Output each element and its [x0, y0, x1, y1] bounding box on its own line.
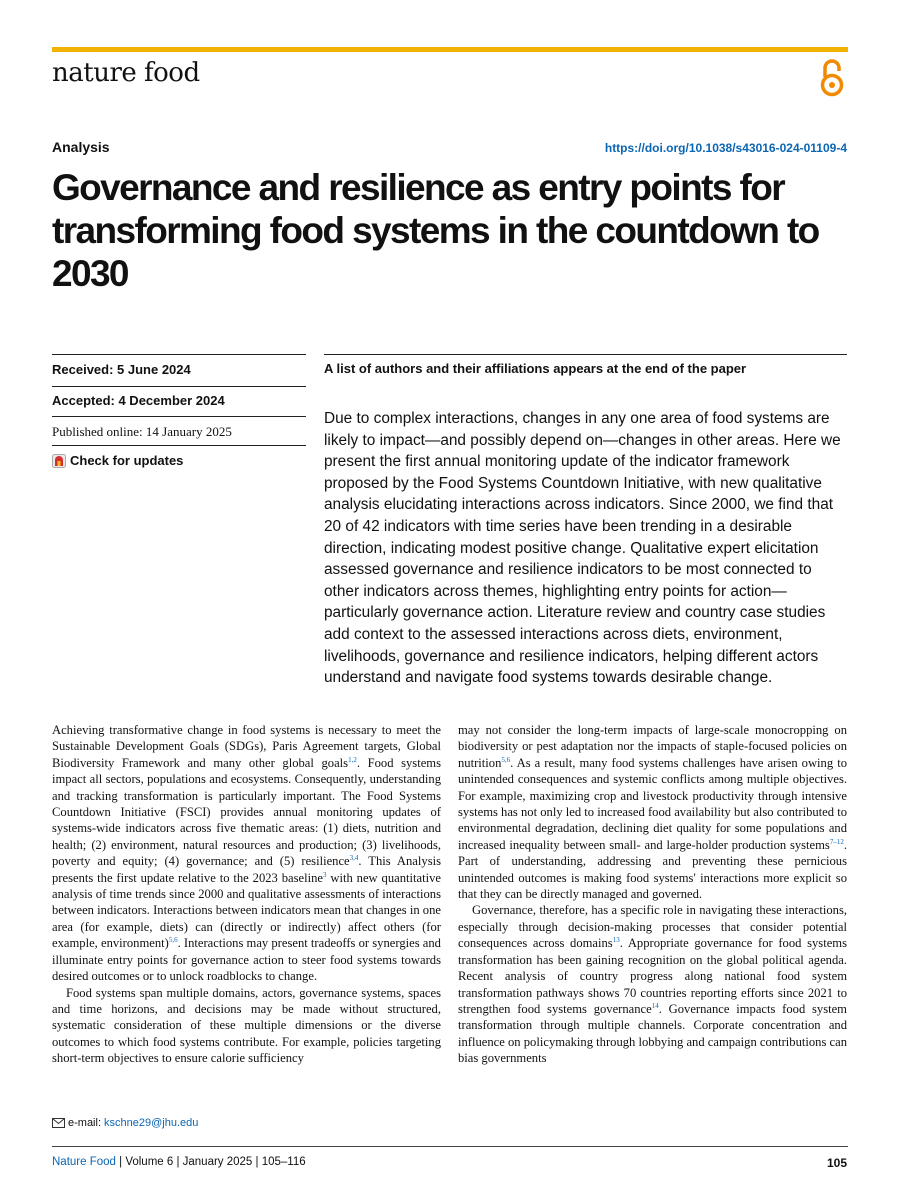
divider [52, 386, 306, 387]
divider [52, 354, 306, 355]
footer-divider [52, 1146, 848, 1147]
footer-volume: | Volume 6 | January 2025 | 105–116 [115, 1156, 306, 1168]
citation-ref[interactable]: 14 [651, 1001, 659, 1010]
contact-email [52, 1117, 198, 1129]
journal-accent-bar [52, 47, 848, 52]
journal-name[interactable]: nature food [52, 58, 200, 88]
footer-journal-link[interactable]: Nature Food [52, 1156, 116, 1168]
body-column-left [52, 722, 441, 1067]
footer-citation [52, 1156, 306, 1168]
email-link[interactable]: kschne29@jhu.edu [104, 1117, 199, 1129]
citation-ref[interactable]: 5,6 [501, 755, 511, 764]
received-date: Received: 5 June 2024 [52, 362, 191, 377]
citation-ref[interactable]: 13 [612, 936, 620, 945]
abstract: Due to complex interactions, changes in any one area of food systems are likely to impact—and possibly depend on—changes in other areas. Here we present the first annual monitoring update of the indicator framework proposed by the Food Systems Countdown Initiative, with new qualitative analysis elucidating interactions across indicators. Since 2000, we find that 20 of 42 indicators with time series have been trending in a desirable direction, indicating modest positive change. Qualitative expert elicitation assessed governance and resilience indicators to be most connected to other indicators across themes, highlighting entry points for action—particularly governance action. Literature review and country case studies add context to the assessed interactions across diets, environment, livelihoods, governance and resilience indicators, helping different actors understand and navigate food systems towards desirable change. [324, 410, 841, 687]
paragraph: Governance, therefore, has a specific role in navigating these interactions, especially through decision-making processes that consider potential consequences across domains$^{13}$. Appropriate governance for food systems transformation has been gaining recognition on the global political agenda. Recent analysis of country progress along national food system transformation pathways shows 70 countries reporting efforts since 2021 to strengthen food systems governance$^{14}$. Governance impacts food system transformation through multiple channels. Corporate concentration and influence on policymaking through lobbying and campaign contributions can bias governments [458, 903, 847, 1066]
citation-ref[interactable]: 3 [323, 870, 327, 879]
divider [324, 354, 847, 355]
paragraph: may not consider the long-term impacts of large-scale monocropping on biodiversity or pest adaptation nor the impacts of staple-focused policies on nutrition$^{5,6}$. As a result, many food systems challenges have arisen owing to unintended consequences and systemic conflicts among multiple objectives. For example, maximizing crop and livestock productivity through intensive systems has not only led to increased food availability but also contributed to environmental degradation, declining diet quality for some populations and increased inequality between small- and large-holder production systems$^{7-12}$. Part of understanding, addressing and preventing these pernicious unintended outcomes is making food systems' interactions more explicit so that they can be directly managed and governed. [458, 723, 847, 902]
check-updates-icon [52, 454, 66, 468]
divider [52, 445, 306, 446]
paragraph: Achieving transformative change in food systems is necessary to meet the Sustainable Development Goals (SDGs), Paris Agreement targets, Global Biodiversity Framework and many other global goals$^{1,2}$. Food systems impact all sectors, populations and ecosystems. Consequently, understanding and tracking transformation is particularly important. The Food Systems Countdown Initiative (FSCI) provides annual monitoring updates of systems-wide indicators across five thematic areas: (1) diets, nutrition and health; (2) environment, natural resources and production; (3) livelihoods, poverty and equity; (4) governance; and (5) resilience$^{3,4}$. This Analysis presents the first update relative to the 2023 baseline$^3$ with new quantitative analysis of time trends since 2000 and qualitative assessments of interactions between indicators. Interactions between indicators mean that changes in one area (for example, diets) can (directly or indirectly) affect others (for example, environment)$^{5,6}$. Interactions may present tradeoffs or synergies and illuminate entry points for governance action to steer food systems towards desired outcomes or to unlock roadblocks to change. [52, 723, 441, 984]
body-column-right [458, 722, 847, 1067]
email-icon [52, 1118, 65, 1128]
check-for-updates-button[interactable] [52, 453, 306, 468]
check-updates-label: Check for updates [70, 453, 184, 468]
divider [52, 416, 306, 417]
affiliations-note: A list of authors and their affiliations appears at the end of the paper [324, 361, 747, 376]
citation-ref[interactable]: 7–12 [829, 837, 844, 846]
doi-link[interactable]: https://doi.org/10.1038/s43016-024-01109-4 [604, 141, 847, 155]
article-title: Governance and resilience as entry points for transforming food systems in the countdown to 2030 [52, 167, 819, 294]
published-date: Published online: 14 January 2025 [52, 424, 232, 439]
open-access-icon [818, 58, 846, 98]
accepted-date: Accepted: 4 December 2024 [52, 393, 225, 408]
email-label: e-mail: [68, 1117, 102, 1129]
citation-ref[interactable]: 5,6 [168, 936, 178, 945]
citation-ref[interactable]: 1,2 [348, 755, 357, 764]
page-number: 105 [826, 1156, 847, 1170]
paragraph: Food systems span multiple domains, actors, governance systems, spaces and time horizons, and decisions may be made without structured, systematic consideration of these multiple dimensions or the diverse outcomes to which food systems contribute. For example, policies targeting short-term objectives to ensure calorie sufficiency [52, 985, 441, 1066]
citation-ref[interactable]: 3,4 [349, 854, 359, 863]
article-type: Analysis [52, 139, 110, 155]
